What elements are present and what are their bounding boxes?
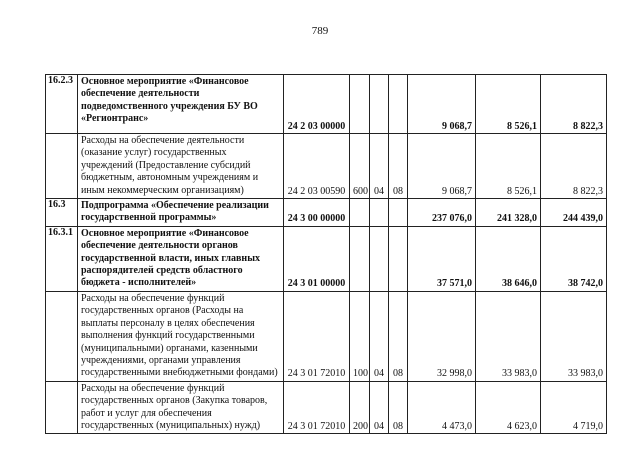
- row-amount-year2: 33 983,0: [476, 291, 541, 381]
- row-section: [370, 75, 389, 134]
- row-name: Основное мероприятие «Финансовое обеспечение деятельности органов государственной власти, иных главных распорядителей средств областного бюджета - исполнителей»: [78, 226, 284, 291]
- row-subsection: 08: [389, 134, 408, 199]
- row-expense-type: 200: [350, 381, 370, 434]
- row-section: 04: [370, 291, 389, 381]
- row-section: [370, 199, 389, 227]
- table-row: [46, 291, 607, 381]
- row-number: 16.2.3: [46, 75, 78, 134]
- row-name: Расходы на обеспечение функций государственных органов (Закупка товаров, работ и услуг для обеспечения государственных (муниципальных) нужд): [78, 381, 284, 434]
- row-amount-year3: 38 742,0: [541, 226, 607, 291]
- row-number: 16.3.1: [46, 226, 78, 291]
- budget-table: [45, 74, 607, 434]
- row-code: 24 3 01 00000: [284, 226, 350, 291]
- row-amount-year2: 241 328,0: [476, 199, 541, 227]
- row-subsection: 08: [389, 381, 408, 434]
- row-subsection: [389, 226, 408, 291]
- row-section: 04: [370, 134, 389, 199]
- row-name: Расходы на обеспечение деятельности (оказание услуг) государственных учреждений (Предоставление субсидий бюджетным, автономным учреждениям и иным некоммерческим организациям): [78, 134, 284, 199]
- row-expense-type: [350, 226, 370, 291]
- row-number: [46, 381, 78, 434]
- row-amount-year1: 32 998,0: [408, 291, 476, 381]
- row-expense-type: [350, 75, 370, 134]
- row-amount-year1: 37 571,0: [408, 226, 476, 291]
- row-subsection: [389, 75, 408, 134]
- row-number: [46, 291, 78, 381]
- row-code: 24 3 01 72010: [284, 291, 350, 381]
- row-name: Подпрограмма «Обеспечение реализации государственной программы»: [78, 199, 284, 227]
- row-amount-year2: 38 646,0: [476, 226, 541, 291]
- table-row: [46, 134, 607, 199]
- row-amount-year3: 4 719,0: [541, 381, 607, 434]
- row-expense-type: 100: [350, 291, 370, 381]
- row-amount-year3: 8 822,3: [541, 134, 607, 199]
- row-section: [370, 226, 389, 291]
- row-amount-year2: 4 623,0: [476, 381, 541, 434]
- row-amount-year3: 244 439,0: [541, 199, 607, 227]
- page-number: 789: [311, 25, 329, 37]
- row-name: Основное мероприятие «Финансовое обеспечение деятельности подведомственного учреждения БУ ВО «Регионтранс»: [78, 75, 284, 134]
- row-amount-year3: 8 822,3: [541, 75, 607, 134]
- row-amount-year3: 33 983,0: [541, 291, 607, 381]
- row-subsection: [389, 199, 408, 227]
- row-amount-year1: 9 068,7: [408, 134, 476, 199]
- table-row: [46, 75, 607, 134]
- row-amount-year1: 9 068,7: [408, 75, 476, 134]
- row-subsection: 08: [389, 291, 408, 381]
- row-expense-type: 600: [350, 134, 370, 199]
- row-code: 24 2 03 00590: [284, 134, 350, 199]
- row-amount-year1: 4 473,0: [408, 381, 476, 434]
- row-section: 04: [370, 381, 389, 434]
- row-name: Расходы на обеспечение функций государственных органов (Расходы на выплаты персоналу в целях обеспечения выполнения функций государственными (муниципальными) органами, казенными учреждениями, органами управления государственными внебюджетными фондами): [78, 291, 284, 381]
- table-row: [46, 226, 607, 291]
- row-expense-type: [350, 199, 370, 227]
- table-row: [46, 381, 607, 434]
- row-number: 16.3: [46, 199, 78, 227]
- row-code: 24 3 00 00000: [284, 199, 350, 227]
- row-code: 24 2 03 00000: [284, 75, 350, 134]
- row-amount-year2: 8 526,1: [476, 75, 541, 134]
- row-amount-year1: 237 076,0: [408, 199, 476, 227]
- row-code: 24 3 01 72010: [284, 381, 350, 434]
- row-amount-year2: 8 526,1: [476, 134, 541, 199]
- row-number: [46, 134, 78, 199]
- table-row: [46, 199, 607, 227]
